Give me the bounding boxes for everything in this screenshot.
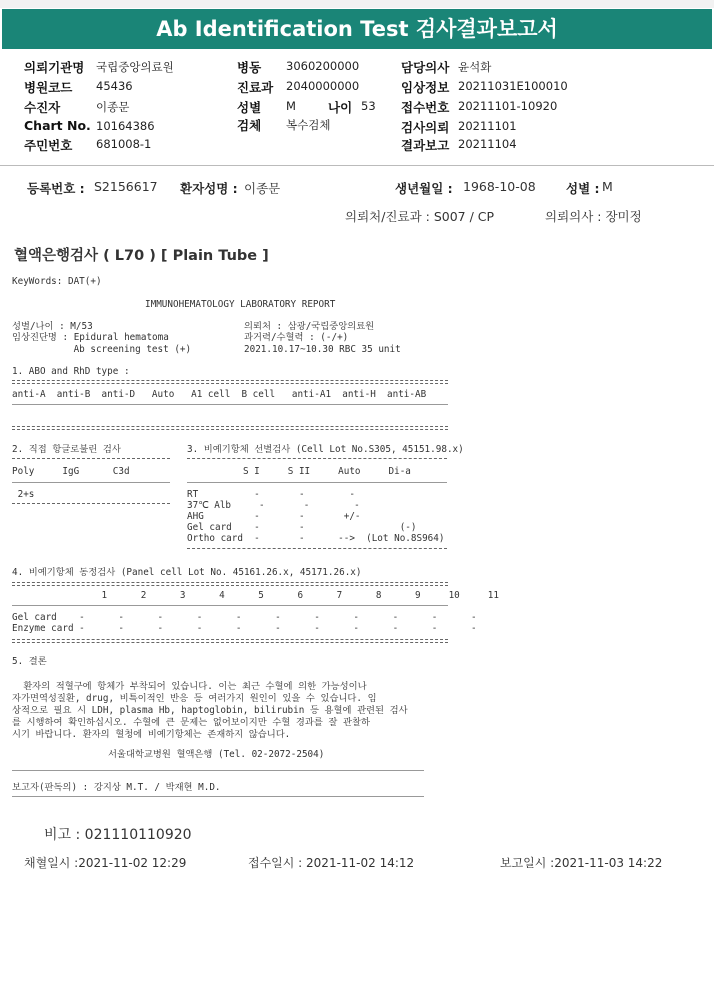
- value-age: 53: [361, 99, 376, 113]
- remark: 비고 : 021110110920: [44, 827, 192, 843]
- dat-columns: Poly IgG C3d: [12, 466, 130, 477]
- label-chart-no: Chart No.: [24, 118, 91, 133]
- divider: [12, 642, 448, 643]
- divider: [12, 404, 448, 405]
- collect-datetime: 채혈일시 :2021-11-02 12:29: [24, 856, 187, 870]
- conclusion-title: 5. 결론: [12, 656, 47, 667]
- report-heading: IMMUNOHEMATOLOGY LABORATORY REPORT: [145, 299, 336, 310]
- label-age: 나이: [328, 100, 353, 115]
- divider: [187, 548, 447, 549]
- dept-line: 의뢰처/진료과 : S007 / CP: [345, 209, 495, 224]
- top-strip: [0, 0, 714, 8]
- label-test-request: 검사의뢰: [401, 120, 450, 135]
- value-ward: 3060200000: [286, 59, 360, 73]
- label-result-report: 결과보고: [401, 138, 450, 153]
- divider: [12, 380, 448, 381]
- value-receipt-no: 20211101-10920: [458, 99, 558, 113]
- value-test-request: 20211101: [458, 119, 517, 133]
- name-label: 환자성명 :: [180, 181, 238, 196]
- reg-label: 등록번호 :: [27, 181, 85, 196]
- conclusion-line: 환자의 적혈구에 항체가 부착되어 있습니다. 이는 최근 수혈에 의한 가능성이나: [12, 681, 367, 692]
- panel-row-gel: Gel card - - - - - - - - - - -: [12, 612, 477, 623]
- header-info: [0, 56, 714, 166]
- label-requester: 의뢰기관명: [24, 60, 85, 75]
- divider: [12, 639, 448, 640]
- sex-value: M: [602, 179, 613, 194]
- value-hospital-code: 45436: [96, 79, 133, 93]
- value-chart-no: 10164386: [96, 119, 155, 133]
- screen-row-rt: RT - - -: [187, 489, 355, 500]
- screen-row-alb: 37℃ Alb - - -: [187, 500, 360, 511]
- divider: [12, 585, 448, 586]
- report-banner-title: Ab Identification Test 검사결과보고서: [2, 9, 712, 49]
- label-resident-no: 주민번호: [24, 138, 73, 153]
- reporter-line: 보고자(판독의) : 강지상 M.T. / 박재현 M.D.: [12, 782, 221, 793]
- label-doctor: 담당의사: [401, 60, 450, 75]
- transfusion-line: 2021.10.17~10.30 RBC 35 unit: [244, 344, 401, 355]
- conclusion-line: 시기 바랍니다. 환자의 혈청에 비예기항체는 존재하지 않습니다.: [12, 729, 291, 740]
- value-specimen: 복수검체: [286, 118, 331, 132]
- label-examinee: 수진자: [24, 100, 61, 115]
- label-department: 진료과: [237, 80, 274, 95]
- dat-title: 2. 직접 항글로불린 검사: [12, 444, 121, 455]
- diagnosis: 임상진단명 : Epidural hematoma: [12, 332, 169, 343]
- label-hospital-code: 병원코드: [24, 80, 73, 95]
- report-datetime: 보고일시 :2021-11-03 14:22: [500, 856, 663, 870]
- doctor-line: 의뢰의사 : 장미정: [545, 209, 642, 224]
- abo-columns: anti-A anti-B anti-D Auto A1 cell B cell anti-A1 anti-H anti-AB: [12, 389, 427, 400]
- label-sex: 성별: [237, 100, 262, 115]
- screen-title: 3. 비예기항체 선별검사 (Cell Lot No.S305, 45151.98.x): [187, 444, 464, 455]
- sex-age: 성별/나이 : M/53: [12, 321, 93, 332]
- divider: [12, 383, 448, 384]
- refer-line: 의뢰처 : 삼광/국립중앙의료원: [244, 321, 375, 332]
- value-result-report: 20211104: [458, 137, 517, 151]
- conclusion-line: 를 시행하여 확인하십시오. 수혈에 큰 문제는 없어보이지만 수혈 경과를 잘 관찰하: [12, 717, 370, 728]
- dob-value: 1968-10-08: [463, 179, 536, 194]
- divider: [12, 482, 170, 483]
- abo-title: 1. ABO and RhD type :: [12, 366, 130, 377]
- value-examinee: 이종문: [96, 100, 130, 114]
- value-resident-no: 681008-1: [96, 137, 152, 151]
- reg-value: S2156617: [94, 179, 158, 194]
- conclusion-line: 상적으로 필요 시 LDH, plasma Hb, haptoglobin, bilirubin 등 용혈에 관련된 검사: [12, 705, 408, 716]
- value-doctor: 윤석화: [458, 60, 492, 74]
- value-requester: 국립중앙의료원: [96, 60, 174, 74]
- value-department: 2040000000: [286, 79, 360, 93]
- screen-row-ortho: Ortho card - - --> (Lot No.8S964): [187, 533, 445, 544]
- divider: [12, 429, 448, 430]
- name-value: 이종문: [244, 181, 281, 196]
- label-clinical-info: 임상정보: [401, 80, 450, 95]
- history-line: 과거력/수혈력 : (-/+): [244, 332, 349, 343]
- screen-columns: S I S II Auto Di-a: [187, 466, 411, 477]
- divider: [12, 582, 448, 583]
- divider: [187, 482, 447, 483]
- screen-row-gel: Gel card - - (-): [187, 522, 417, 533]
- diagnosis-2: Ab screening test (+): [12, 344, 192, 355]
- value-sex: M: [286, 99, 296, 113]
- divider: [12, 770, 424, 771]
- label-receipt-no: 접수번호: [401, 100, 450, 115]
- divider: [12, 605, 448, 606]
- hospital-line: 서울대학교병원 혈액은행 (Tel. 02-2072-2504): [108, 749, 325, 760]
- divider: [12, 503, 170, 504]
- conclusion-line: 자가면역성질환, drug, 비특이적인 반응 등 여러가지 원인이 있을 수 있습니다. 임: [12, 693, 377, 704]
- panel-columns: 1 2 3 4 5 6 7 8 9 10 11: [12, 590, 499, 601]
- divider: [187, 458, 447, 459]
- divider: [12, 796, 424, 797]
- panel-row-enzyme: Enzyme card - - - - - - - - - - -: [12, 623, 477, 634]
- divider: [12, 426, 448, 427]
- dat-value: 2+s: [12, 489, 35, 500]
- divider: [0, 165, 714, 166]
- receive-datetime: 접수일시 : 2021-11-02 14:12: [248, 856, 415, 870]
- sex-label: 성별 :: [566, 181, 600, 196]
- screen-row-ahg: AHG - - +/-: [187, 511, 361, 522]
- label-specimen: 검체: [237, 118, 262, 133]
- value-clinical-info: 20211031E100010: [458, 79, 568, 93]
- panel-title: 4. 비예기항체 동정검사 (Panel cell Lot No. 45161.26.x, 45171.26.x): [12, 567, 362, 578]
- label-ward: 병동: [237, 60, 262, 75]
- keywords: KeyWords: DAT(+): [12, 276, 102, 287]
- divider: [12, 458, 170, 459]
- dob-label: 생년월일 :: [395, 181, 453, 196]
- section-title: 혈액은행검사 ( L70 ) [ Plain Tube ]: [14, 248, 269, 264]
